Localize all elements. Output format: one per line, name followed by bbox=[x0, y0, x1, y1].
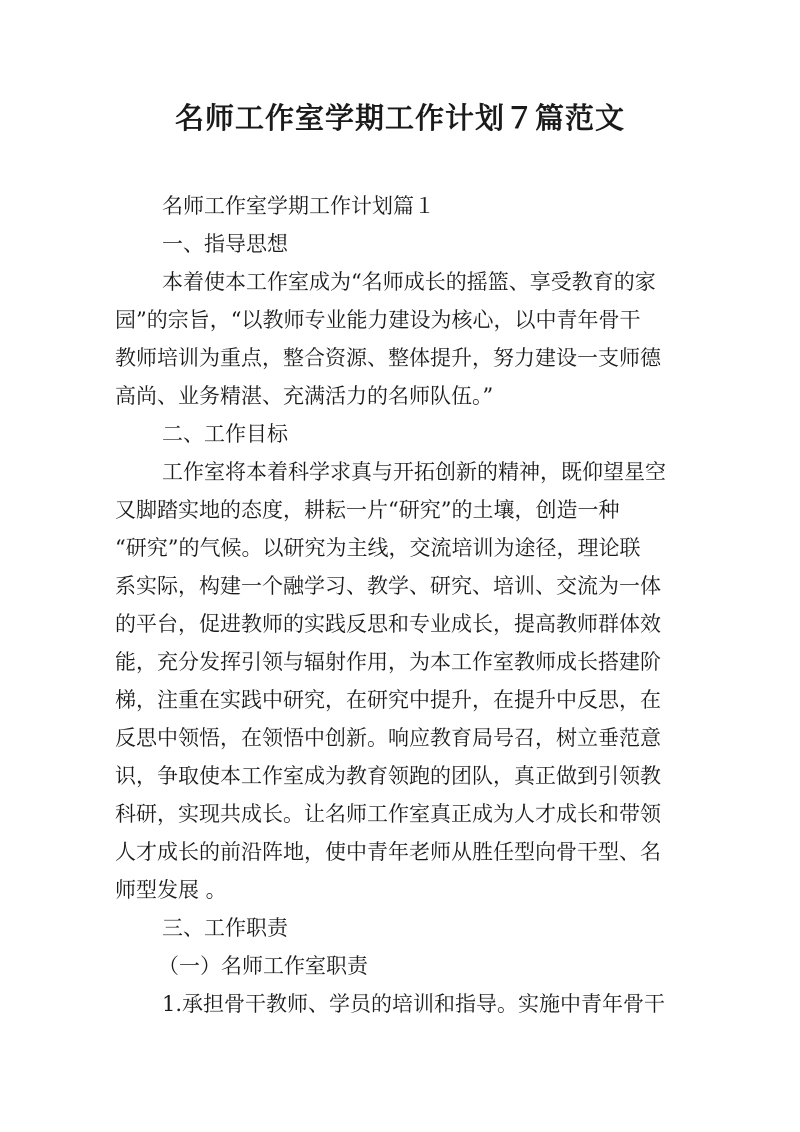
paragraph-line: “研究”的气候。以研究为主线，交流培训为途径，理论联 bbox=[115, 536, 641, 560]
paragraph-line: 1.承担骨干教师、学员的培训和指导。实施中青年骨干 bbox=[162, 992, 666, 1016]
paragraph-line: 人才成长的前沿阵地，使中青年老师从胜任型向骨干型、名 bbox=[115, 840, 661, 864]
paragraph-line: 本着使本工作室成为“名师成长的摇篮、享受教育的家 bbox=[162, 270, 656, 294]
paragraph-line: 教师培训为重点，整合资源、整体提升，努力建设一支师德 bbox=[115, 346, 661, 370]
paragraph-line: 系实际，构建一个融学习、教学、研究、培训、交流为一体 bbox=[115, 574, 661, 598]
paragraph-line: 反思中领悟，在领悟中创新。响应教育局号召，树立垂范意 bbox=[115, 726, 661, 750]
document-title: 名师工作室学期工作计划７篇范文 bbox=[174, 101, 625, 135]
subsection-heading: （一）名师工作室职责 bbox=[158, 954, 368, 978]
paragraph-line: 又脚踏实地的态度，耕耘一片“研究”的土壤，创造一种 bbox=[115, 498, 620, 522]
paragraph-line: 识，争取使本工作室成为教育领跑的团队，真正做到引领教 bbox=[115, 764, 661, 788]
paragraph-line: 的平台，促进教师的实践反思和专业成长，提高教师群体效 bbox=[115, 612, 661, 636]
paragraph-line: 师型发展 。 bbox=[115, 878, 227, 902]
paragraph-line: 高尚、业务精湛、充满活力的名师队伍。” bbox=[115, 384, 494, 408]
section-heading: 二、工作目标 bbox=[162, 422, 288, 446]
section-heading: 名师工作室学期工作计划篇１ bbox=[162, 194, 435, 218]
section-heading: 三、工作职责 bbox=[162, 916, 288, 940]
paragraph-line: 工作室将本着科学求真与开拓创新的精神，既仰望星空 bbox=[162, 460, 666, 484]
section-heading: 一、指导思想 bbox=[162, 232, 288, 256]
paragraph-line: 梯，注重在实践中研究，在研究中提升，在提升中反思，在 bbox=[115, 688, 661, 712]
paragraph-line: 科研，实现共成长。让名师工作室真正成为人才成长和带领 bbox=[115, 802, 661, 826]
paragraph-line: 园”的宗旨，“以教师专业能力建设为核心，以中青年骨干 bbox=[115, 308, 641, 332]
paragraph-line: 能，充分发挥引领与辐射作用，为本工作室教师成长搭建阶 bbox=[115, 650, 661, 674]
